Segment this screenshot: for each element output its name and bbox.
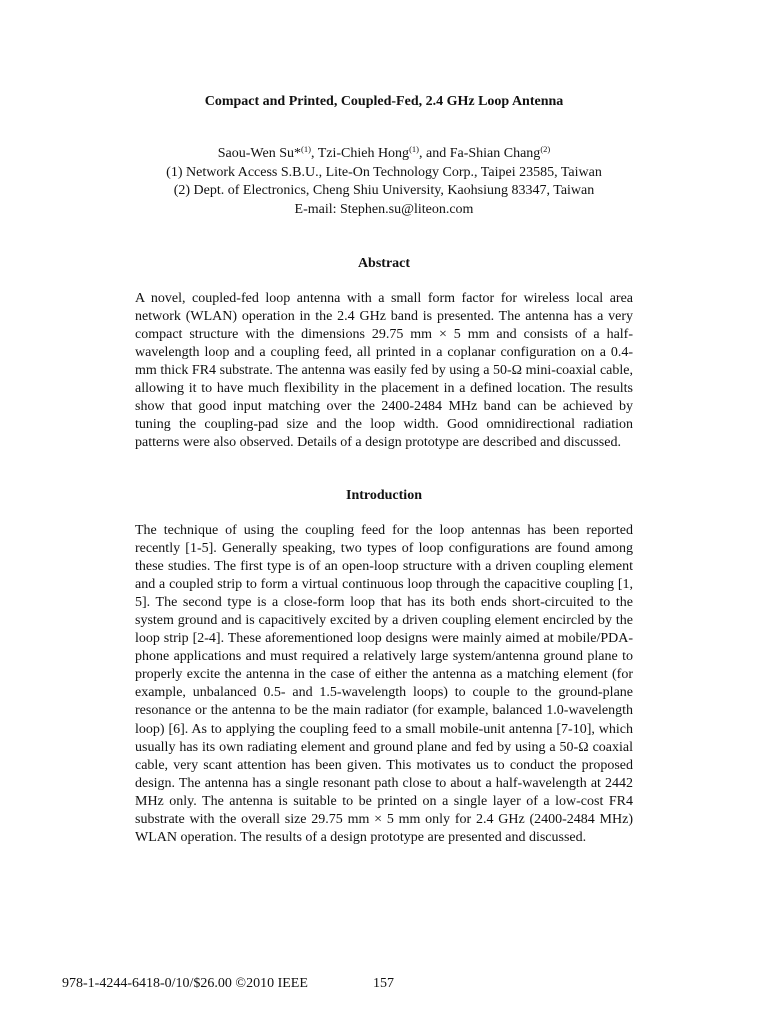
author-name-1: Saou-Wen Su*	[217, 146, 302, 161]
author-conjunction: , and	[418, 146, 450, 161]
author-line	[0, 145, 768, 164]
introduction-heading: Introduction	[346, 488, 422, 503]
abstract-paragraph: A novel, coupled-fed loop antenna with a small form factor for wireless local area network (WLAN) operation in the 2.4 GHz band is presented. The antenna has a very compact structure with the dimensions 29.75 mm × 5 mm and consists of a half-wavelength loop and a coupling feed, all printed in a coplanar configuration on a 0.4-mm thick FR4 substrate. The antenna was easily fed by using a 50-Ω mini-coaxial cable, allowing it to have much flexibility in the placement in a defined location. The results show that good input matching over the 2400-2484 MHz band can be achieved by tuning the coupling-pad size and the loop width. Good omnidirectional radiation patterns were also observed. Details of a design prototype are described and discussed.	[135, 291, 633, 451]
author-affil-mark-3: (2)	[540, 144, 551, 154]
author-block	[0, 145, 768, 219]
author-name-3: Fa-Shian Chang	[449, 146, 541, 161]
author-affil-mark-2: (1)	[409, 144, 419, 154]
introduction-paragraph: The technique of using the coupling feed for the loop antennas has been reported recently [1-5]. Generally speaking, two types of loop configurations are found among these studies. The first type is of an open-loop structure with a driven coupling element and a coupled strip to form a virtual continuous loop through the capacitive coupling [1, 5]. The second type is a close-form loop that has its both ends short-circuited to the system ground and is capacitively excited by a driven coupling element encircled by the loop strip [2-4]. These aforementioned loop designs were mainly aimed at mobile/PDA-phone applications and must required a relatively large system/antenna ground plane to properly excite the antenna in the case of either the antenna as a matching element (for example, unbalanced 0.5- and 1.5-wavelength loops) to couple to the ground-plane resonance or the antenna to be the main radiator (for example, balanced 1.0-wavelength loop) [6]. As to applying the coupling feed to a small mobile-unit antenna [7-10], which usually has its own radiating element and ground plane and fed by using a 50-Ω coaxial cable, very scant attention has been given. This motivates us to conduct the proposed design. The antenna has a single resonant path close to about a half-wavelength at 2442 MHz only. The antenna is suitable to be printed on a single layer of a low-cost FR4 substrate with the overall size 29.75 mm × 5 mm only for 2.4 GHz (2400-2484 MHz) WLAN operation. The results of a design prototype are presented and discussed.	[135, 523, 633, 845]
author-email: E-mail: Stephen.su@liteon.com	[294, 201, 474, 217]
abstract-heading: Abstract	[357, 256, 411, 271]
author-separator: ,	[310, 146, 318, 161]
paper-title: Compact and Printed, Coupled-Fed, 2.4 GHz Loop Antenna	[204, 94, 564, 109]
footer-copyright: 978-1-4244-6418-0/10/$26.00 ©2010 IEEE	[62, 976, 308, 991]
author-name-2: Tzi-Chieh Hong	[317, 146, 410, 161]
affiliation-1: (1) Network Access S.B.U., Lite-On Technology Corp., Taipei 23585, Taiwan	[166, 164, 602, 180]
page-number: 157	[373, 976, 394, 991]
author-affil-mark-1: (1)	[301, 144, 311, 154]
affiliation-2: (2) Dept. of Electronics, Cheng Shiu University, Kaohsiung 83347, Taiwan	[173, 183, 595, 198]
